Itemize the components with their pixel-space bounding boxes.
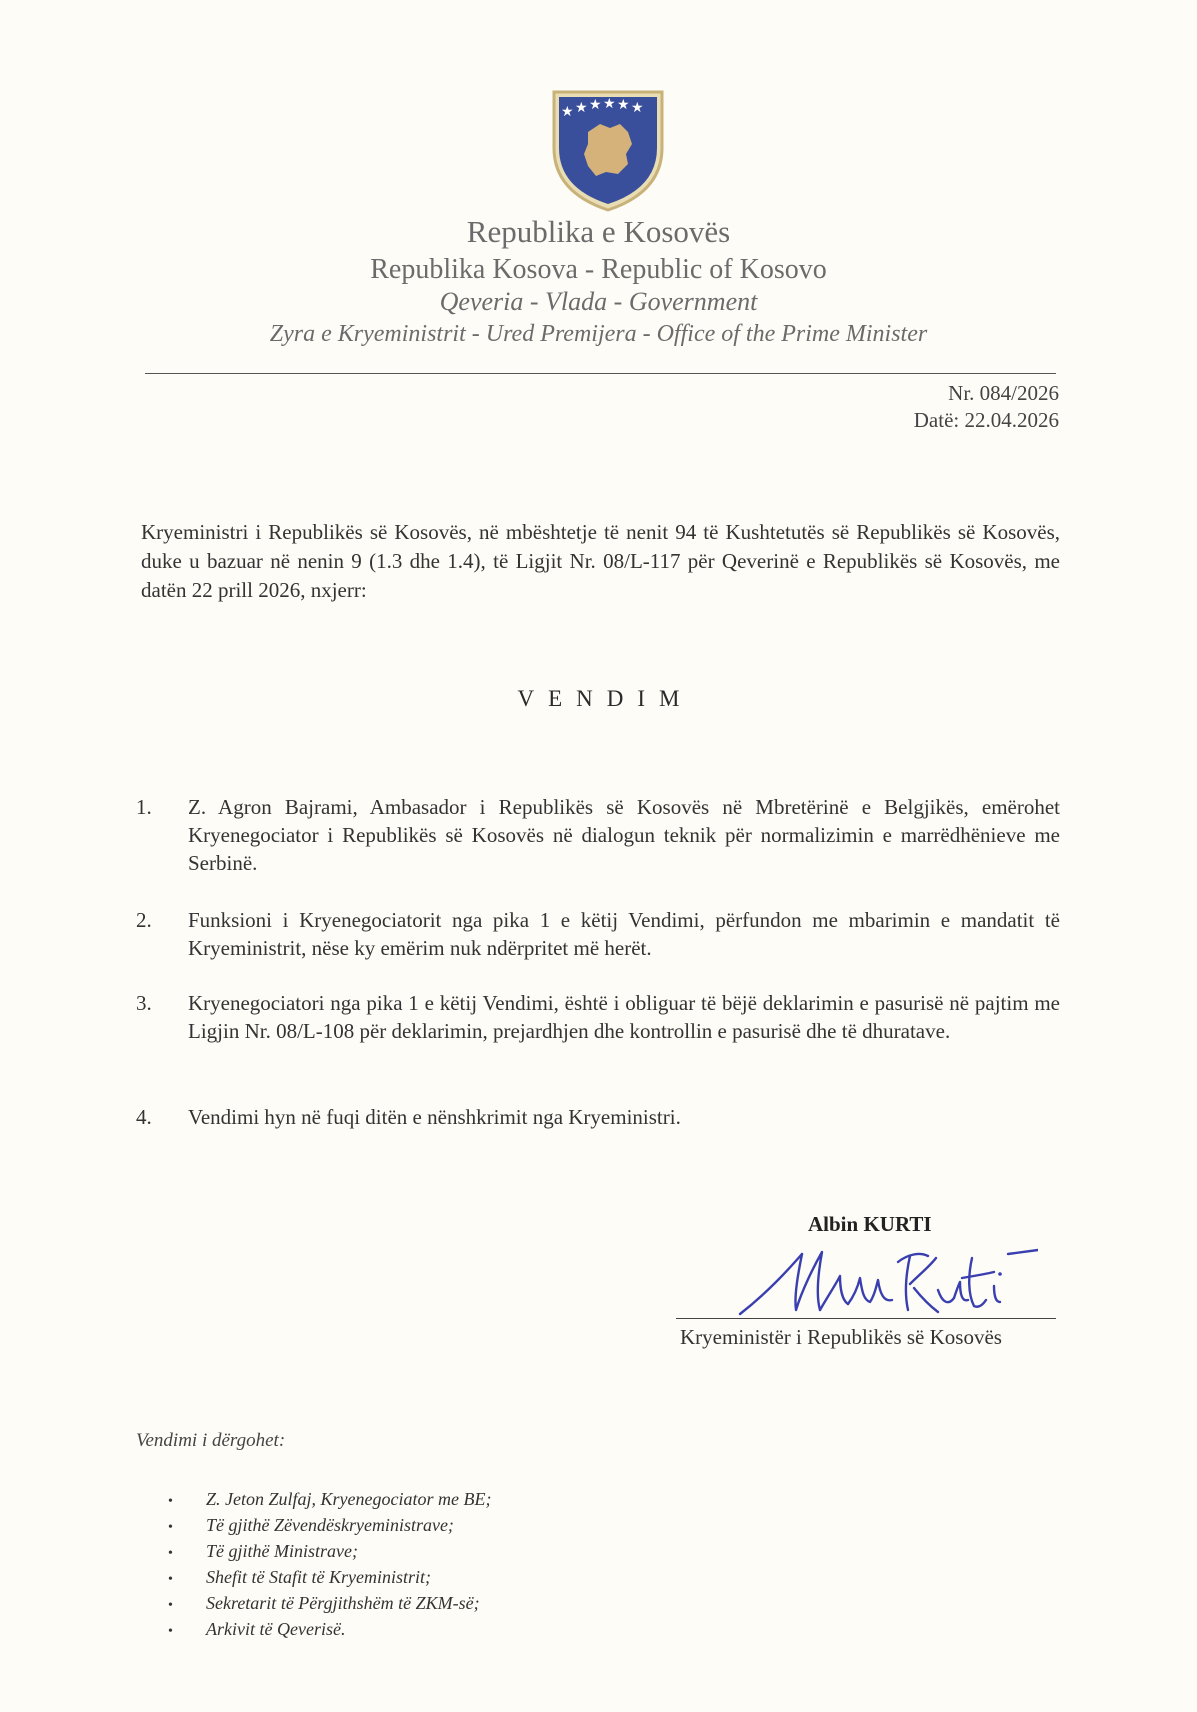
decision-item — [136, 793, 1060, 877]
document-date: Datë: 22.04.2026 — [913, 408, 1059, 432]
item-number: 1. — [136, 795, 152, 819]
bullet-icon: • — [168, 1520, 173, 1535]
item-number: 2. — [136, 908, 152, 932]
preamble-paragraph: Kryeministri i Republikës së Kosovës, në mbështetje të nenit 94 të Kushtetutës së Republikës së Kosovës, duke u bazuar në nenin 9 (1.3 dhe 1.4), të Ligjit Nr. 08/L-117 për Qeverinë e Republikës së Kosovës, me datën 22 prill 2026, nxjerr: — [141, 520, 1060, 602]
distribution-list — [168, 1486, 491, 1642]
svg-text:★: ★ — [561, 104, 574, 120]
svg-text:★: ★ — [631, 100, 644, 116]
signature-line — [676, 1318, 1056, 1319]
decision-item — [136, 906, 1060, 962]
list-item: • Arkivit të Qeverisë. — [168, 1616, 491, 1642]
bullet-icon: • — [168, 1494, 173, 1509]
decision-item — [136, 1103, 1060, 1131]
kosovo-coat-of-arms-icon — [548, 88, 668, 214]
bullet-icon: • — [168, 1598, 173, 1613]
item-text: Vendimi hyn në fuqi ditën e nënshkrimit nga Kryeministri. — [188, 1105, 681, 1129]
bullet-icon: • — [168, 1624, 173, 1639]
signatory-name: Albin KURTI — [808, 1212, 932, 1236]
signatory-role: Kryeministër i Republikës së Kosovës — [680, 1325, 1002, 1349]
header-republic-serbian-english: Republika Kosova - Republic of Kosovo — [370, 254, 827, 285]
item-text: Z. Agron Bajrami, Ambasador i Republikës së Kosovës në Mbretërinë e Belgjikës, emërohet Kryenegociator i Republikës së Kosovës në dialogun teknik për normalizimin e marrëdhënieve me Serbinë. — [188, 795, 1060, 875]
document-number: Nr. 084/2026 — [948, 381, 1059, 405]
list-item: • Sekretarit të Përgjithshëm të ZKM-së; — [168, 1590, 491, 1616]
bullet-icon: • — [168, 1572, 173, 1587]
list-item: • Z. Jeton Zulfaj, Kryenegociator me BE; — [168, 1486, 491, 1512]
item-number: 4. — [136, 1105, 152, 1129]
handwritten-signature-icon — [738, 1240, 1038, 1320]
header-office: Zyra e Kryeministrit - Ured Premijera - Office of the Prime Minister — [269, 321, 928, 347]
header-government: Qeveria - Vlada - Government — [439, 287, 758, 316]
list-item: • Shefit të Stafit të Kryeministrit; — [168, 1564, 491, 1590]
decision-title: VENDIM — [517, 686, 694, 711]
svg-text:★: ★ — [617, 97, 630, 113]
item-text: Kryenegociatori nga pika 1 e këtij Vendimi, është i obliguar të bëjë deklarimin e pasurisë në pajtim me Ligjin Nr. 08/L-108 për deklarimin, prejardhjen dhe kontrollin e pasurisë dhe të dhuratave. — [188, 991, 1060, 1043]
header-divider — [145, 373, 1056, 374]
decision-item — [136, 989, 1060, 1045]
list-item: • Të gjithë Zëvendëskryeministrave; — [168, 1512, 491, 1538]
bullet-icon: • — [168, 1546, 173, 1561]
svg-text:★: ★ — [603, 96, 616, 112]
svg-text:★: ★ — [575, 100, 588, 116]
distribution-heading: Vendimi i dërgohet: — [136, 1430, 286, 1451]
item-text: Funksioni i Kryenegociatorit nga pika 1 e këtij Vendimi, përfundon me mbarimin e mandatit të Kryeministrit, nëse ky emërim nuk ndërpritet më herët. — [188, 908, 1060, 960]
header-republic-albanian: Republika e Kosovës — [466, 214, 731, 249]
svg-text:★: ★ — [589, 97, 602, 113]
item-number: 3. — [136, 991, 152, 1015]
list-item: • Të gjithë Ministrave; — [168, 1538, 491, 1564]
